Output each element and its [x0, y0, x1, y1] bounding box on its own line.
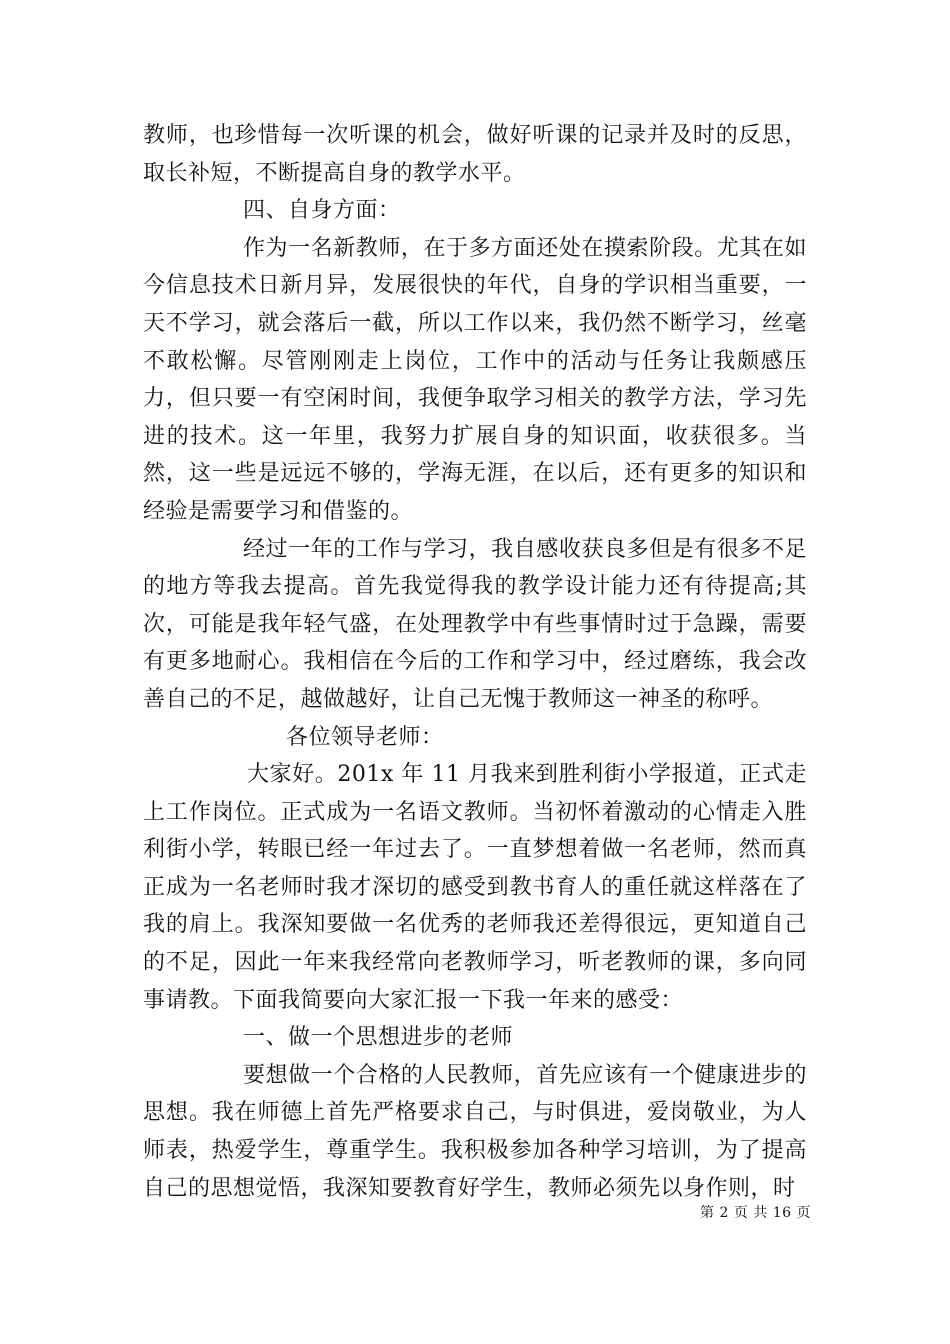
paragraph-reflection: 经过一年的工作与学习，我自感收获良多但是有很多不足的地方等我去提高。首先我觉得我的教学设计能力还有待提高;其次，可能是我年轻气盛，在处理教学中有些事情时过于急躁，需要有更多地耐心。我相信在今后的工作和学习中，经过磨练，我会改善自己的不足，越做越好，让自己无愧于教师这一神圣的称呼。: [143, 536, 807, 712]
paragraph-ideology: 要想做一个合格的人民教师，首先应该有一个健康进步的思想。我在师德上首先严格要求自己，与时俱进，爱岗敬业，为人师表，热爱学生，尊重学生。我积极参加各种学习培训，为了提高自己的思想觉悟，我深知要教育好学生，教师必须先以身作则，时: [143, 1062, 807, 1201]
heading-self-aspect: 四、自身方面：: [243, 198, 401, 224]
heading-ideology: 一、做一个思想进步的老师: [243, 1025, 514, 1051]
paragraph-continuation: 教师，也珍惜每一次听课的机会，做好听课的记录并及时的反思，取长补短，不断提高自身的教学水平。: [143, 123, 807, 186]
paragraph-self-study: 作为一名新教师，在于多方面还处在摸索阶段。尤其在如今信息技术日新月异，发展很快的年代，自身的学识相当重要，一天不学习，就会落后一截，所以工作以来，我仍然不断学习，丝毫不敢松懈。尽管刚刚走上岗位，工作中的活动与任务让我颇感压力，但只要一有空闲时间，我便争取学习相关的教学方法，学习先进的技术。这一年里，我努力扩展自身的知识面，收获很多。当然，这一些是远远不够的，学海无涯，在以后，还有更多的知识和经验是需要学习和借鉴的。: [143, 235, 807, 524]
greeting-line: 各位领导老师：: [286, 724, 444, 750]
page-number-footer: 第 2 页 共 16 页: [700, 1205, 811, 1221]
document-body: [143, 117, 807, 1207]
paragraph-introduction: 大家好。201x 年 11 月我来到胜利街小学报道，正式走上工作岗位。正式成为一名语文教师。当初怀着激动的心情走入胜利街小学，转眼已经一年过去了。一直梦想着做一名老师，然而真正成为一名老师时我才深切的感受到教书育人的重任就这样落在了我的肩上。我深知要做一名优秀的老师我还差得很远，更知道自己的不足，因此一年来我经常向老教师学习，听老教师的课，多向同事请教。下面我简要向大家汇报一下我一年来的感受：: [143, 762, 807, 1013]
